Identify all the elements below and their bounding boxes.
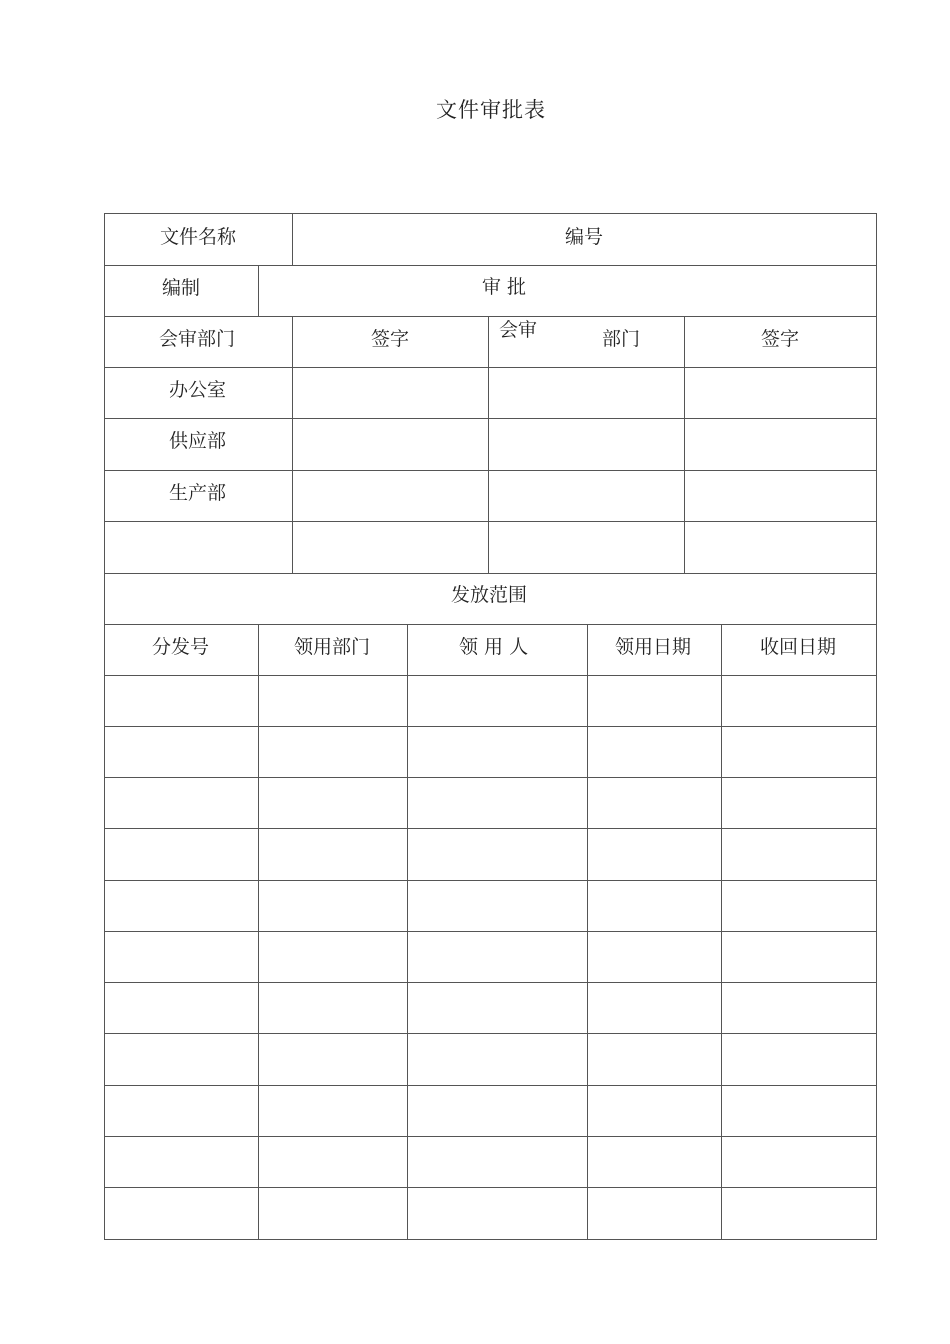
row-divider: [104, 1136, 877, 1137]
column-header: 领用部门: [294, 636, 371, 658]
col-divider: [258, 265, 259, 316]
row-divider: [104, 265, 877, 266]
column-header: 分发号: [152, 636, 210, 658]
row-divider: [104, 418, 877, 419]
table-border-top: [104, 213, 877, 214]
col-divider: [292, 316, 293, 573]
column-header: 领 用 人: [459, 636, 529, 658]
review-dept-label-right-b: 部门: [602, 328, 641, 350]
document-title: 文件审批表: [436, 98, 546, 122]
row-divider: [104, 1187, 877, 1188]
file-name-label: 文件名称: [160, 226, 237, 248]
approval-label: 审 批: [482, 276, 527, 298]
distribution-section-label: 发放范围: [451, 584, 528, 606]
col-divider: [292, 213, 293, 265]
sign-label: 签字: [371, 328, 410, 350]
col-divider: [258, 624, 259, 1239]
row-divider: [104, 726, 877, 727]
department-name: 生产部: [169, 482, 227, 504]
row-divider: [104, 573, 877, 574]
row-divider: [104, 624, 877, 625]
row-divider: [104, 1033, 877, 1034]
department-name: 办公室: [169, 379, 227, 401]
col-divider: [488, 316, 489, 573]
row-divider: [104, 521, 877, 522]
row-divider: [104, 1085, 877, 1086]
row-divider: [104, 982, 877, 983]
number-label: 编号: [565, 226, 604, 248]
row-divider: [104, 675, 877, 676]
col-divider: [587, 624, 588, 1239]
column-header: 收回日期: [760, 636, 837, 658]
column-header: 领用日期: [615, 636, 692, 658]
department-name: 供应部: [169, 430, 227, 452]
approval-form-table: [104, 213, 877, 1240]
row-divider: [104, 828, 877, 829]
col-divider: [721, 624, 722, 1239]
sign-label-right: 签字: [761, 328, 800, 350]
table-border-bottom: [104, 1239, 877, 1240]
row-divider: [104, 777, 877, 778]
col-divider: [684, 316, 685, 573]
row-divider: [104, 931, 877, 932]
review-dept-label-right-a: 会审: [499, 319, 538, 341]
col-divider: [407, 624, 408, 1239]
row-divider: [104, 880, 877, 881]
row-divider: [104, 316, 877, 317]
review-dept-label: 会审部门: [159, 328, 236, 350]
row-divider: [104, 367, 877, 368]
row-divider: [104, 470, 877, 471]
prepared-label: 编制: [162, 277, 201, 299]
